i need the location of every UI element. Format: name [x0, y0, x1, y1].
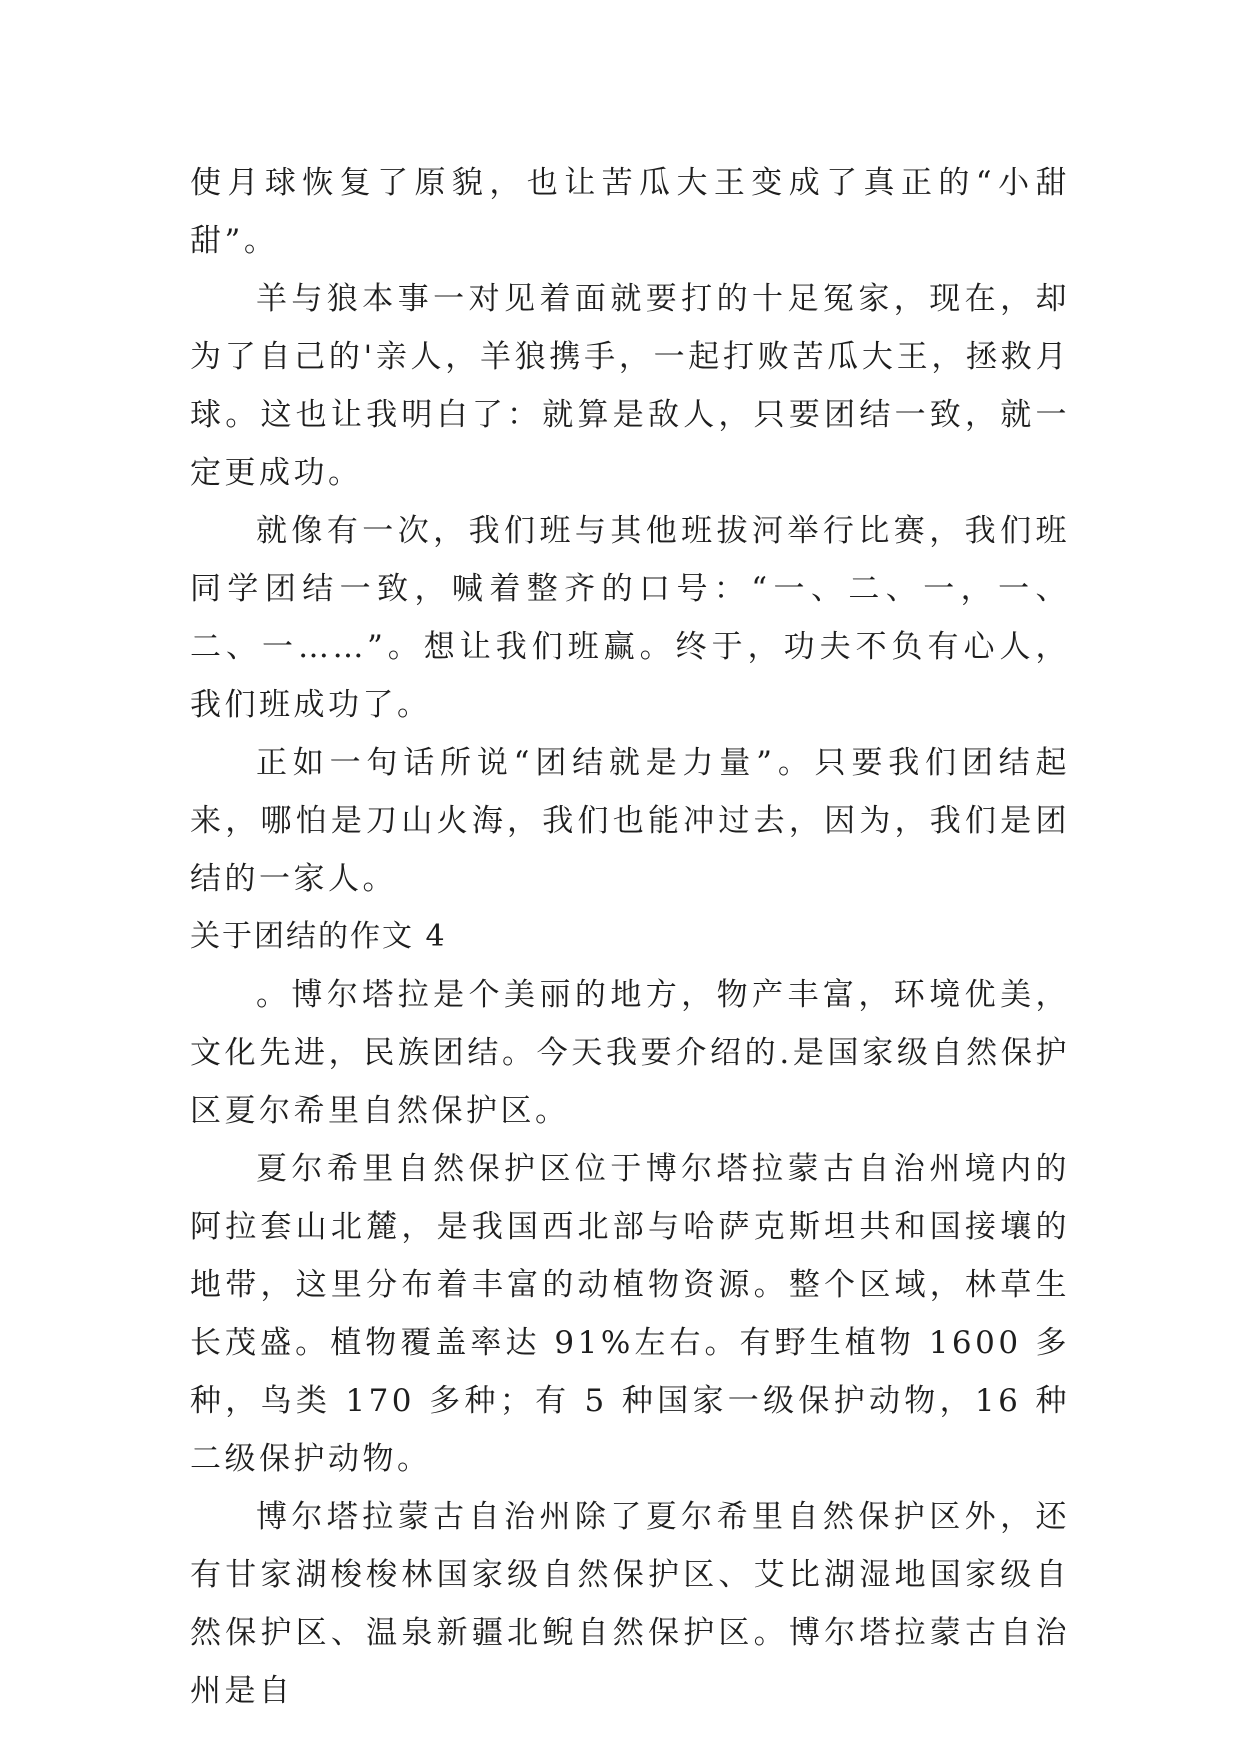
section-title: 关于团结的作文 4	[190, 919, 447, 954]
paragraph-3: 就像有一次，我们班与其他班拔河举行比赛，我们班同学团结一致，喊着整齐的口号：“一、二、一，一、二、一……”。想让我们班赢。终于，功夫不负有心人，我们班成功了。	[190, 513, 1070, 723]
paragraph-2: 羊与狼本事一对见着面就要打的十足冤家，现在，却为了自己的'亲人，羊狼携手，一起打败苦瓜大王，拯救月球。这也让我明白了：就算是敌人，只要团结一致，就一定更成功。	[190, 281, 1070, 491]
section-paragraph-2: 夏尔希里自然保护区位于博尔塔拉蒙古自治州境内的阿拉套山北麓，是我国西北部与哈萨克斯坦共和国接壤的地带，这里分布着丰富的动植物资源。整个区域，林草生长茂盛。植物覆盖率达 91%左右。有野生植物 1600 多种，鸟类 170 多种；有 5 种国家一级保护动物，16 种二级保护动物。	[190, 1151, 1070, 1477]
document-body	[190, 154, 1070, 1720]
paragraph-1: 使月球恢复了原貌，也让苦瓜大王变成了真正的“小甜甜”。	[190, 165, 1070, 259]
paragraph-4: 正如一句话所说“团结就是力量”。只要我们团结起来，哪怕是刀山火海，我们也能冲过去，因为，我们是团结的一家人。	[190, 745, 1070, 897]
section-paragraph-1: 。博尔塔拉是个美丽的地方，物产丰富，环境优美，文化先进，民族团结。今天我要介绍的.是国家级自然保护区夏尔希里自然保护区。	[190, 977, 1070, 1129]
section-paragraph-3: 博尔塔拉蒙古自治州除了夏尔希里自然保护区外，还有甘家湖梭梭林国家级自然保护区、艾比湖湿地国家级自然保护区、温泉新疆北鲵自然保护区。博尔塔拉蒙古自治州是自	[190, 1499, 1070, 1709]
